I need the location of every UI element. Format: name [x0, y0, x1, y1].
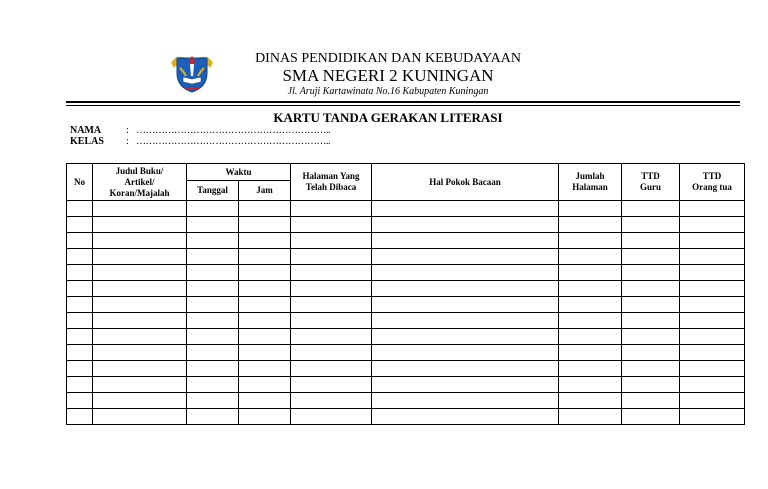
table-cell — [372, 233, 559, 249]
nama-label: NAMA — [70, 125, 102, 136]
table-cell — [187, 233, 239, 249]
header-judul-line2: Artikel/ — [124, 176, 155, 187]
table-row — [67, 329, 745, 345]
table-cell — [239, 265, 291, 281]
header-halaman-line2: Telah Dibaca — [305, 182, 357, 192]
table-cell — [372, 281, 559, 297]
table-cell — [67, 329, 93, 345]
table-cell — [239, 313, 291, 329]
table-cell — [622, 313, 680, 329]
table-cell — [291, 409, 372, 425]
table-cell — [622, 201, 680, 217]
table-cell — [187, 249, 239, 265]
table-cell — [239, 345, 291, 361]
table-cell — [239, 201, 291, 217]
header-jam: Jam — [239, 181, 291, 201]
table-cell — [622, 249, 680, 265]
table-cell — [67, 409, 93, 425]
table-cell — [187, 329, 239, 345]
table-cell — [680, 233, 745, 249]
header-judul-line1: Judul Buku/ — [115, 165, 164, 176]
table-cell — [239, 217, 291, 233]
table-cell — [187, 345, 239, 361]
header-rule-thin — [66, 105, 740, 106]
crest-ribbon — [185, 87, 199, 90]
table-cell — [93, 409, 187, 425]
table-cell — [67, 201, 93, 217]
nama-field — [70, 125, 330, 136]
table-row — [67, 233, 745, 249]
table-cell — [93, 249, 187, 265]
table-cell — [372, 297, 559, 313]
table-row — [67, 377, 745, 393]
table-cell — [239, 233, 291, 249]
table-row — [67, 249, 745, 265]
table-cell — [559, 329, 622, 345]
table-cell — [67, 377, 93, 393]
agency-name: DINAS PENDIDIKAN DAN KEBUDAYAAN — [255, 51, 521, 66]
table-cell — [67, 233, 93, 249]
table-cell — [291, 217, 372, 233]
table-cell — [622, 393, 680, 409]
table-cell — [93, 329, 187, 345]
table-cell — [622, 281, 680, 297]
header-ttd-guru — [622, 164, 680, 201]
table-cell — [187, 393, 239, 409]
table-cell — [93, 361, 187, 377]
table-cell — [67, 297, 93, 313]
table-row — [67, 281, 745, 297]
table-cell — [559, 377, 622, 393]
header-halaman-line1: Halaman Yang — [302, 171, 360, 181]
table-cell — [680, 393, 745, 409]
table-cell — [67, 281, 93, 297]
table-cell — [93, 297, 187, 313]
kelas-field — [70, 136, 330, 147]
table-cell — [67, 249, 93, 265]
table-cell — [622, 297, 680, 313]
kelas-label: KELAS — [70, 136, 104, 147]
table-cell — [187, 265, 239, 281]
header-rule-thick — [66, 101, 740, 103]
table-cell — [680, 329, 745, 345]
table-cell — [291, 361, 372, 377]
table-cell — [680, 265, 745, 281]
school-name: SMA NEGERI 2 KUNINGAN — [282, 66, 494, 85]
header-halaman-dibaca — [291, 164, 372, 201]
table-cell — [559, 409, 622, 425]
header-waktu: Waktu — [187, 164, 291, 181]
table-cell — [559, 233, 622, 249]
table-cell — [680, 345, 745, 361]
table-body — [67, 201, 745, 425]
table-cell — [559, 393, 622, 409]
header-ttd-ortu — [680, 164, 745, 201]
table-cell — [239, 329, 291, 345]
table-cell — [291, 393, 372, 409]
table-cell — [622, 233, 680, 249]
table-cell — [291, 313, 372, 329]
table-cell — [372, 393, 559, 409]
table-row — [67, 217, 745, 233]
table-cell — [291, 345, 372, 361]
table-cell — [559, 249, 622, 265]
table-cell — [291, 265, 372, 281]
header-pokok-bacaan: Hal Pokok Bacaan — [372, 164, 559, 201]
table-cell — [187, 281, 239, 297]
table-cell — [622, 409, 680, 425]
table-cell — [680, 281, 745, 297]
table-cell — [559, 281, 622, 297]
table-cell — [187, 361, 239, 377]
table-cell — [622, 265, 680, 281]
table-row — [67, 297, 745, 313]
table-cell — [622, 345, 680, 361]
table-cell — [559, 313, 622, 329]
table-cell — [93, 233, 187, 249]
kelas-dots: …………………………………………………….. — [136, 136, 330, 147]
table-cell — [291, 249, 372, 265]
header-ttd-guru-line1: TTD — [641, 171, 660, 181]
table-cell — [239, 409, 291, 425]
table-cell — [291, 201, 372, 217]
table-row — [67, 345, 745, 361]
table-cell — [559, 345, 622, 361]
table-cell — [291, 377, 372, 393]
table-cell — [187, 313, 239, 329]
table-row — [67, 393, 745, 409]
table-cell — [239, 361, 291, 377]
table-cell — [187, 409, 239, 425]
table-cell — [291, 297, 372, 313]
table-row — [67, 265, 745, 281]
table-cell — [93, 345, 187, 361]
table-header — [67, 164, 745, 201]
table-cell — [239, 393, 291, 409]
table-cell — [239, 377, 291, 393]
table-cell — [372, 409, 559, 425]
table-cell — [239, 249, 291, 265]
table-row — [67, 201, 745, 217]
table-cell — [67, 393, 93, 409]
table-cell — [559, 201, 622, 217]
header-jumlah-line2: Halaman — [572, 182, 608, 192]
table-cell — [680, 297, 745, 313]
form-title: KARTU TANDA GERAKAN LITERASI — [273, 110, 503, 125]
table-cell — [622, 361, 680, 377]
table-cell — [67, 265, 93, 281]
table-cell — [187, 201, 239, 217]
kelas-colon: : — [126, 136, 129, 147]
nama-colon: : — [126, 125, 129, 136]
table-cell — [622, 377, 680, 393]
table-cell — [680, 409, 745, 425]
table-cell — [93, 217, 187, 233]
table-cell — [680, 361, 745, 377]
table-cell — [622, 217, 680, 233]
table-cell — [372, 217, 559, 233]
header-ttd-ortu-line2: Orang tua — [692, 182, 732, 192]
table-cell — [67, 313, 93, 329]
table-cell — [291, 329, 372, 345]
table-cell — [93, 265, 187, 281]
table-cell — [372, 377, 559, 393]
table-cell — [372, 249, 559, 265]
table-cell — [559, 361, 622, 377]
header-ttd-guru-line2: Guru — [639, 182, 661, 192]
table-cell — [187, 377, 239, 393]
table-cell — [680, 201, 745, 217]
table-cell — [680, 377, 745, 393]
header-jumlah-line1: Jumlah — [575, 171, 605, 181]
header-no: No — [67, 164, 93, 201]
table-cell — [372, 201, 559, 217]
table-cell — [93, 377, 187, 393]
table-cell — [680, 217, 745, 233]
header-jumlah-halaman — [559, 164, 622, 201]
table-cell — [239, 297, 291, 313]
table-row — [67, 313, 745, 329]
table-cell — [559, 297, 622, 313]
school-address: Jl. Aruji Kartawinata No.16 Kabupaten Kuningan — [287, 86, 489, 97]
literacy-table — [66, 163, 745, 425]
table-cell — [622, 329, 680, 345]
table-cell — [372, 313, 559, 329]
table-cell — [372, 265, 559, 281]
table-row — [67, 409, 745, 425]
table-cell — [372, 329, 559, 345]
table-cell — [559, 265, 622, 281]
table-cell — [559, 217, 622, 233]
nama-dots: …………………………………………………….. — [136, 125, 330, 136]
header-judul — [93, 164, 187, 201]
table-cell — [680, 313, 745, 329]
table-cell — [67, 217, 93, 233]
table-cell — [372, 345, 559, 361]
table-cell — [291, 281, 372, 297]
table-cell — [93, 313, 187, 329]
table-cell — [291, 233, 372, 249]
table-cell — [67, 345, 93, 361]
table-cell — [372, 361, 559, 377]
table-cell — [187, 297, 239, 313]
table-cell — [93, 281, 187, 297]
header-tanggal: Tanggal — [187, 181, 239, 201]
table-cell — [67, 361, 93, 377]
table-cell — [93, 201, 187, 217]
table-row — [67, 361, 745, 377]
crest-flame — [189, 56, 194, 64]
header-ttd-ortu-line1: TTD — [702, 171, 722, 181]
header-judul-line3: Koran/Majalah — [109, 187, 170, 198]
table-cell — [680, 249, 745, 265]
table-cell — [93, 393, 187, 409]
table-cell — [187, 217, 239, 233]
table-cell — [239, 281, 291, 297]
